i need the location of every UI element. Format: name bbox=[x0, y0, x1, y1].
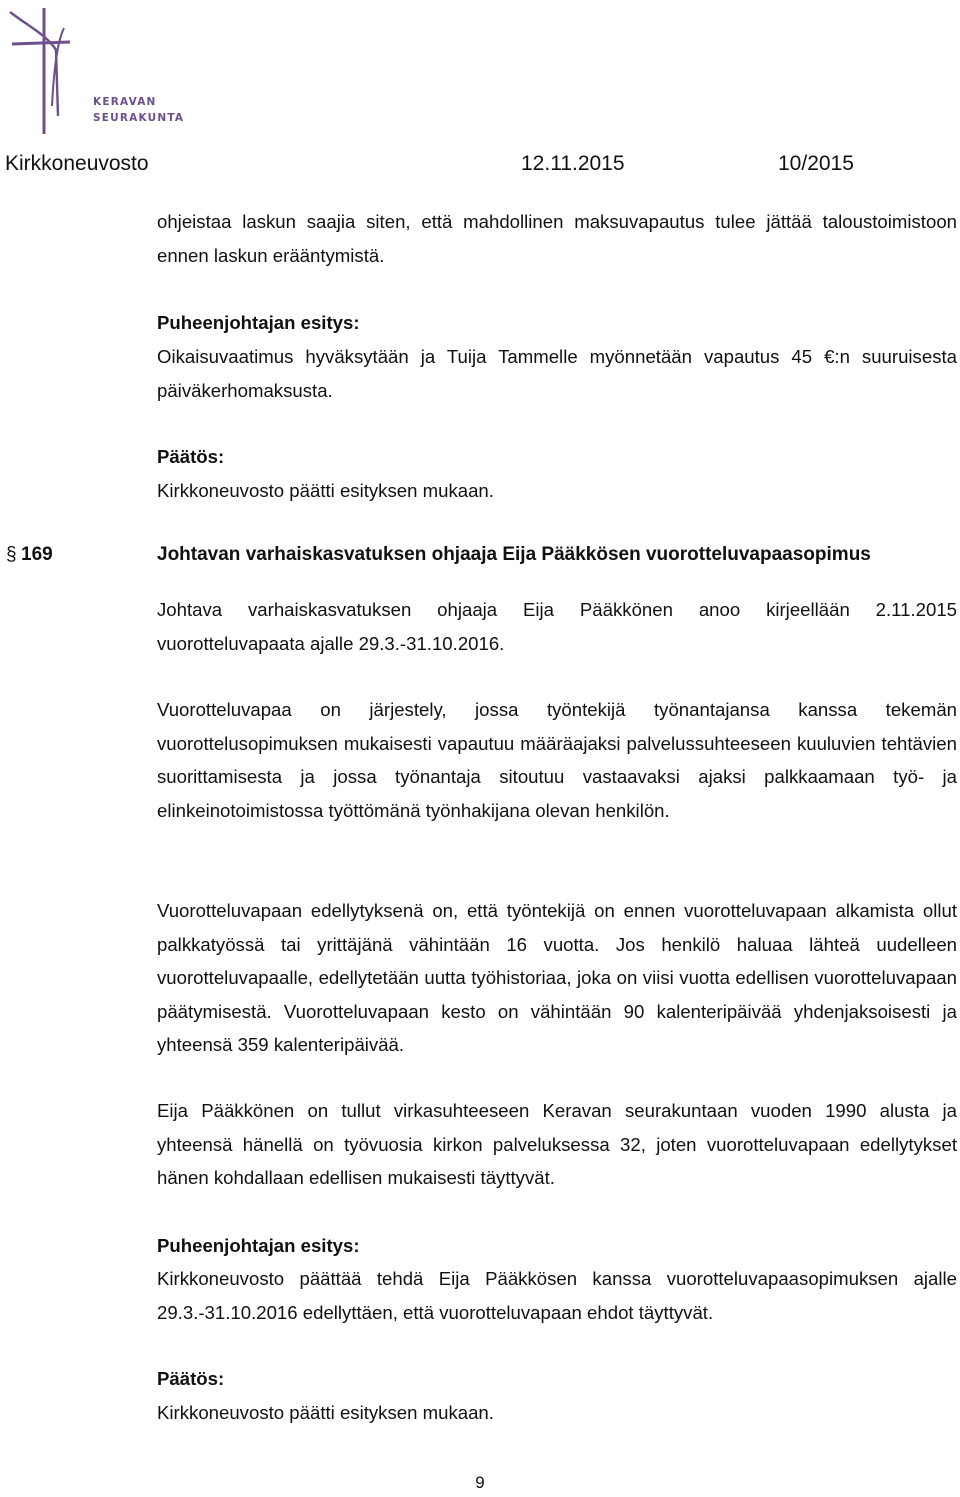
page-number: 9 bbox=[475, 1473, 485, 1492]
proposal-text-1: Oikaisuvaatimus hyväksytään ja Tuija Tammelle myönnetään vapautus 45 €:n suuruisesta päiväkerhomaksusta. bbox=[157, 346, 957, 401]
paragraph-eligibility: Eija Pääkkönen on tullut virkasuhteeseen Keravan seurakuntaan vuoden 1990 alusta ja yhteensä hänellä on työvuosia kirkon palveluksessa 32, joten vuorotteluvapaan edellytykset hänen kohdallaan edellisen mukaisesti täyttyvät. bbox=[157, 1100, 957, 1189]
document-header bbox=[0, 152, 960, 182]
proposal-label-1: Puheenjohtajan esitys: bbox=[157, 312, 360, 333]
section-number: 169 bbox=[21, 544, 53, 565]
paragraph-application: Johtava varhaiskasvatuksen ohjaaja Eija Pääkkönen anoo kirjeellään 2.11.2015 vuorotteluvapaata ajalle 29.3.-31.10.2016. bbox=[157, 599, 957, 654]
keravan-seurakunta-logo bbox=[8, 6, 185, 136]
decision-text-2: Kirkkoneuvosto päätti esityksen mukaan. bbox=[157, 1402, 494, 1423]
header-date: 12.11.2015 bbox=[521, 152, 625, 175]
decision-label-1: Päätös: bbox=[157, 446, 225, 467]
decision-text-1: Kirkkoneuvosto päätti esityksen mukaan. bbox=[157, 480, 494, 501]
cross-logo-icon bbox=[8, 6, 88, 136]
header-title: Kirkkoneuvosto bbox=[5, 152, 149, 175]
logo-line1: KERAVAN bbox=[93, 96, 157, 108]
paragraph-definition: Vuorotteluvapaa on järjestely, jossa työntekijä työnantajansa kanssa tekemän vuorottelusopimuksen mukaisesti vapautuu määräajaksi palvelussuhteeseen kuuluvien tehtävien suorittamisesta ja jossa työnantaja sitoutuu vastaavaksi ajaksi palkkaamaan työ- ja elinkeinotoimistossa työttömänä työnhakijana olevan henkilön. bbox=[157, 699, 957, 821]
section-title: Johtavan varhaiskasvatuksen ohjaaja Eija Pääkkösen vuorotteluvapaasopimus bbox=[157, 544, 871, 565]
decision-label-2: Päätös: bbox=[157, 1368, 225, 1389]
paragraph-continued: ohjeistaa laskun saajia siten, että mahdollinen maksuvapautus tulee jättää taloustoimistoon ennen laskun erääntymistä. bbox=[157, 211, 957, 266]
section-symbol: § bbox=[6, 544, 17, 565]
header-number: 10/2015 bbox=[778, 152, 854, 175]
proposal-label-2: Puheenjohtajan esitys: bbox=[157, 1235, 360, 1256]
logo-line2: SEURAKUNTA bbox=[93, 112, 185, 124]
paragraph-requirements: Vuorotteluvapaan edellytyksenä on, että työntekijä on ennen vuorotteluvapaan alkamista ollut palkkatyössä tai yrittäjänä vähintään 16 vuotta. Jos henkilö haluaa lähteä uudelleen vuorotteluvapaalle, edellytetään uutta työhistoriaa, joka on viisi vuotta edellisen vuorotteluvapaan päätymisestä. Vuorotteluvapaan kesto on vähintään 90 kalenteripäivää yhdenjaksoisesti ja yhteensä 359 kalenteripäivää. bbox=[157, 900, 957, 1056]
proposal-text-2: Kirkkoneuvosto päättää tehdä Eija Pääkkösen kanssa vuorotteluvapaasopimuksen ajalle 29.3.-31.10.2016 edellyttäen, että vuorotteluvapaan ehdot täyttyvät. bbox=[157, 1268, 957, 1323]
